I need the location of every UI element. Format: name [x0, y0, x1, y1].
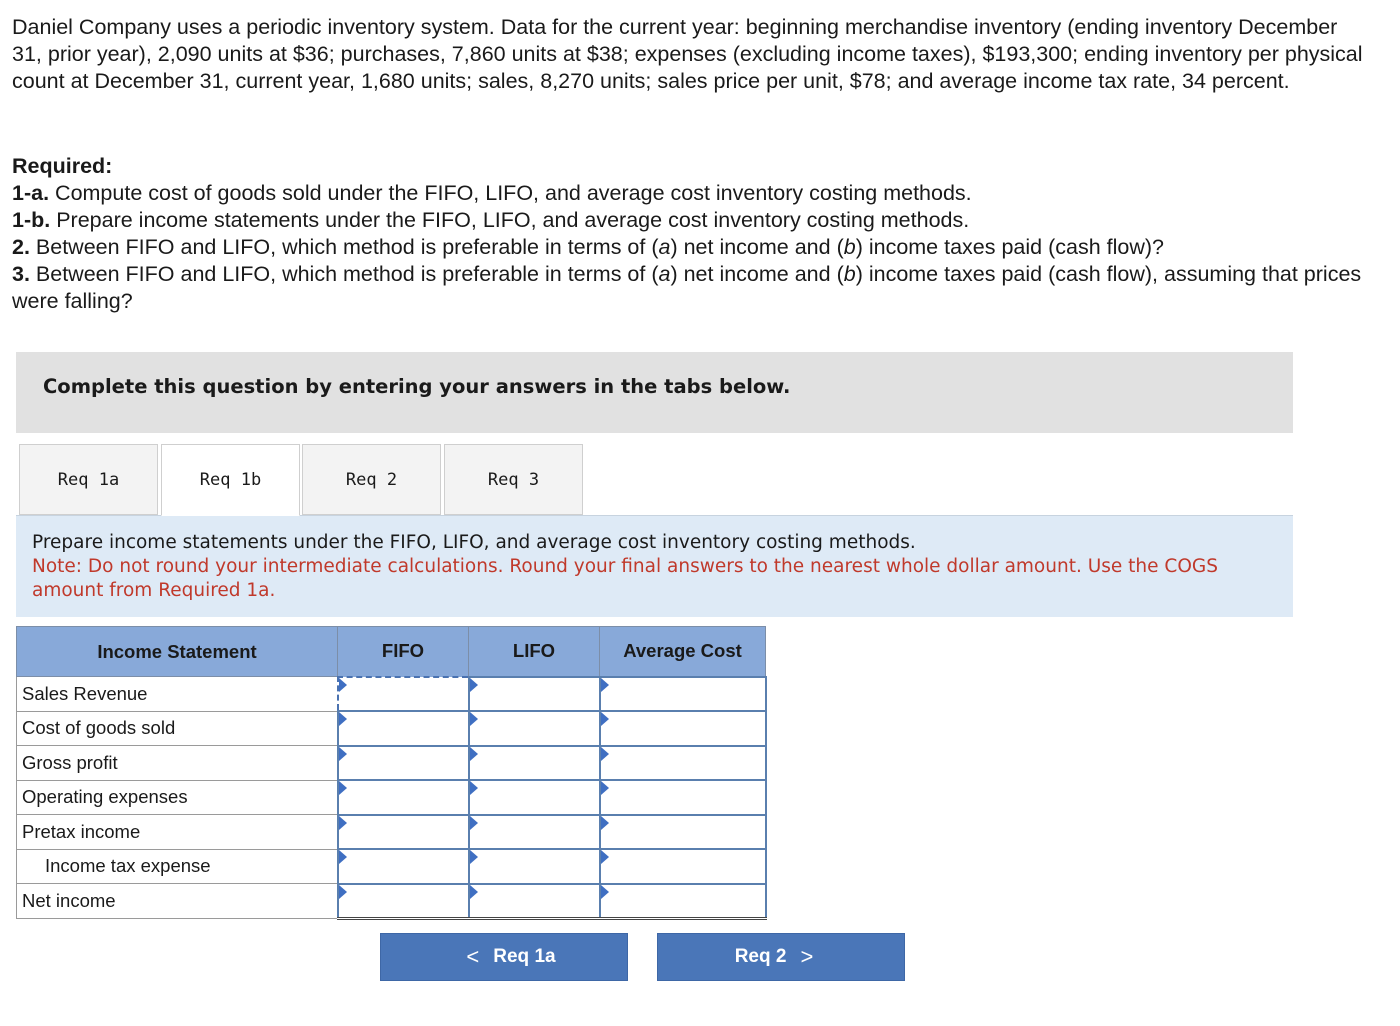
operating-expenses-lifo-input[interactable]	[469, 780, 600, 815]
table-row	[17, 815, 766, 850]
required-item-2: 2. Between FIFO and LIFO, which method is preferable in terms of (a) net income and (b) income taxes paid (cash flow)?	[12, 235, 1164, 259]
income-tax-fifo-input[interactable]	[338, 849, 469, 884]
next-req-2-button[interactable]	[657, 933, 905, 981]
cogs-fifo-input[interactable]	[338, 711, 469, 746]
net-income-lifo-input[interactable]	[469, 884, 600, 919]
income-tax-lifo-input[interactable]	[469, 849, 600, 884]
required-item-1a: 1-a. Compute cost of goods sold under the FIFO, LIFO, and average cost inventory costing methods.	[12, 181, 972, 205]
table-row	[17, 849, 766, 884]
net-income-fifo-input[interactable]	[338, 884, 469, 919]
income-statement-table	[16, 626, 767, 920]
table-row	[17, 746, 766, 781]
banner-text: Complete this question by entering your answers in the tabs below.	[43, 375, 791, 398]
prev-req-1a-button[interactable]	[380, 933, 628, 981]
gross-profit-average-input[interactable]	[600, 746, 766, 781]
table-row	[17, 677, 766, 712]
cogs-lifo-input[interactable]	[469, 711, 600, 746]
pretax-income-average-input[interactable]	[600, 815, 766, 850]
cogs-average-input[interactable]	[600, 711, 766, 746]
net-income-average-input[interactable]	[600, 884, 766, 919]
header-average-cost: Average Cost	[600, 627, 766, 677]
row-label-net-income: Net income	[17, 884, 338, 919]
sales-revenue-lifo-input[interactable]	[469, 677, 600, 712]
problem-statement: Daniel Company uses a periodic inventory system. Data for the current year: beginning merchandise inventory (ending inventory December 31, prior year), 2,090 units at $36; purchases, 7,860 units at $38; expenses (excluding income taxes), $193,300; ending inventory per physical count at December 31, current year, 1,680 units; sales, 8,270 units; sales price per unit, $78; and average income tax rate, 34 percent.	[12, 15, 1363, 93]
prev-button-label: Req 1a	[493, 946, 556, 967]
required-heading: Required:	[12, 154, 113, 178]
table-row	[17, 711, 766, 746]
header-lifo: LIFO	[469, 627, 600, 677]
row-label-sales-revenue: Sales Revenue	[17, 677, 338, 712]
sales-revenue-average-input[interactable]	[600, 677, 766, 712]
instruction-main: Prepare income statements under the FIFO, LIFO, and average cost inventory costing methods.	[32, 532, 916, 553]
operating-expenses-fifo-input[interactable]	[338, 780, 469, 815]
pretax-income-lifo-input[interactable]	[469, 815, 600, 850]
required-section	[12, 153, 1372, 315]
tab-req-3[interactable]: Req 3	[444, 444, 583, 515]
gross-profit-fifo-input[interactable]	[338, 746, 469, 781]
row-label-gross-profit: Gross profit	[17, 746, 338, 781]
header-income-statement: Income Statement	[17, 627, 338, 677]
sales-revenue-fifo-input[interactable]	[338, 677, 469, 712]
row-label-cogs: Cost of goods sold	[17, 711, 338, 746]
tab-req-1a[interactable]: Req 1a	[19, 444, 158, 515]
operating-expenses-average-input[interactable]	[600, 780, 766, 815]
chevron-right-icon: >	[800, 944, 814, 969]
tab-instructions	[16, 515, 1293, 617]
income-tax-average-input[interactable]	[600, 849, 766, 884]
gross-profit-lifo-input[interactable]	[469, 746, 600, 781]
chevron-left-icon: <	[466, 944, 480, 969]
next-button-label: Req 2	[734, 946, 787, 967]
tab-req-2[interactable]: Req 2	[302, 444, 441, 515]
required-item-1b: 1-b. Prepare income statements under the FIFO, LIFO, and average cost inventory costing methods.	[12, 208, 970, 232]
table-row	[17, 780, 766, 815]
row-label-income-tax-expense: Income tax expense	[17, 849, 338, 884]
header-fifo: FIFO	[338, 627, 469, 677]
instruction-note: Note: Do not round your intermediate calculations. Round your final answers to the nearest whole dollar amount. Use the COGS amount from Required 1a.	[32, 556, 1218, 601]
required-item-3: 3. Between FIFO and LIFO, which method is preferable in terms of (a) net income and (b) income taxes paid (cash flow), assuming that prices were falling?	[12, 262, 1362, 313]
table-row	[17, 884, 766, 919]
instructions-banner	[16, 352, 1293, 433]
pretax-income-fifo-input[interactable]	[338, 815, 469, 850]
tab-req-1b[interactable]: Req 1b	[161, 444, 300, 516]
row-label-operating-expenses: Operating expenses	[17, 780, 338, 815]
row-label-pretax-income: Pretax income	[17, 815, 338, 850]
